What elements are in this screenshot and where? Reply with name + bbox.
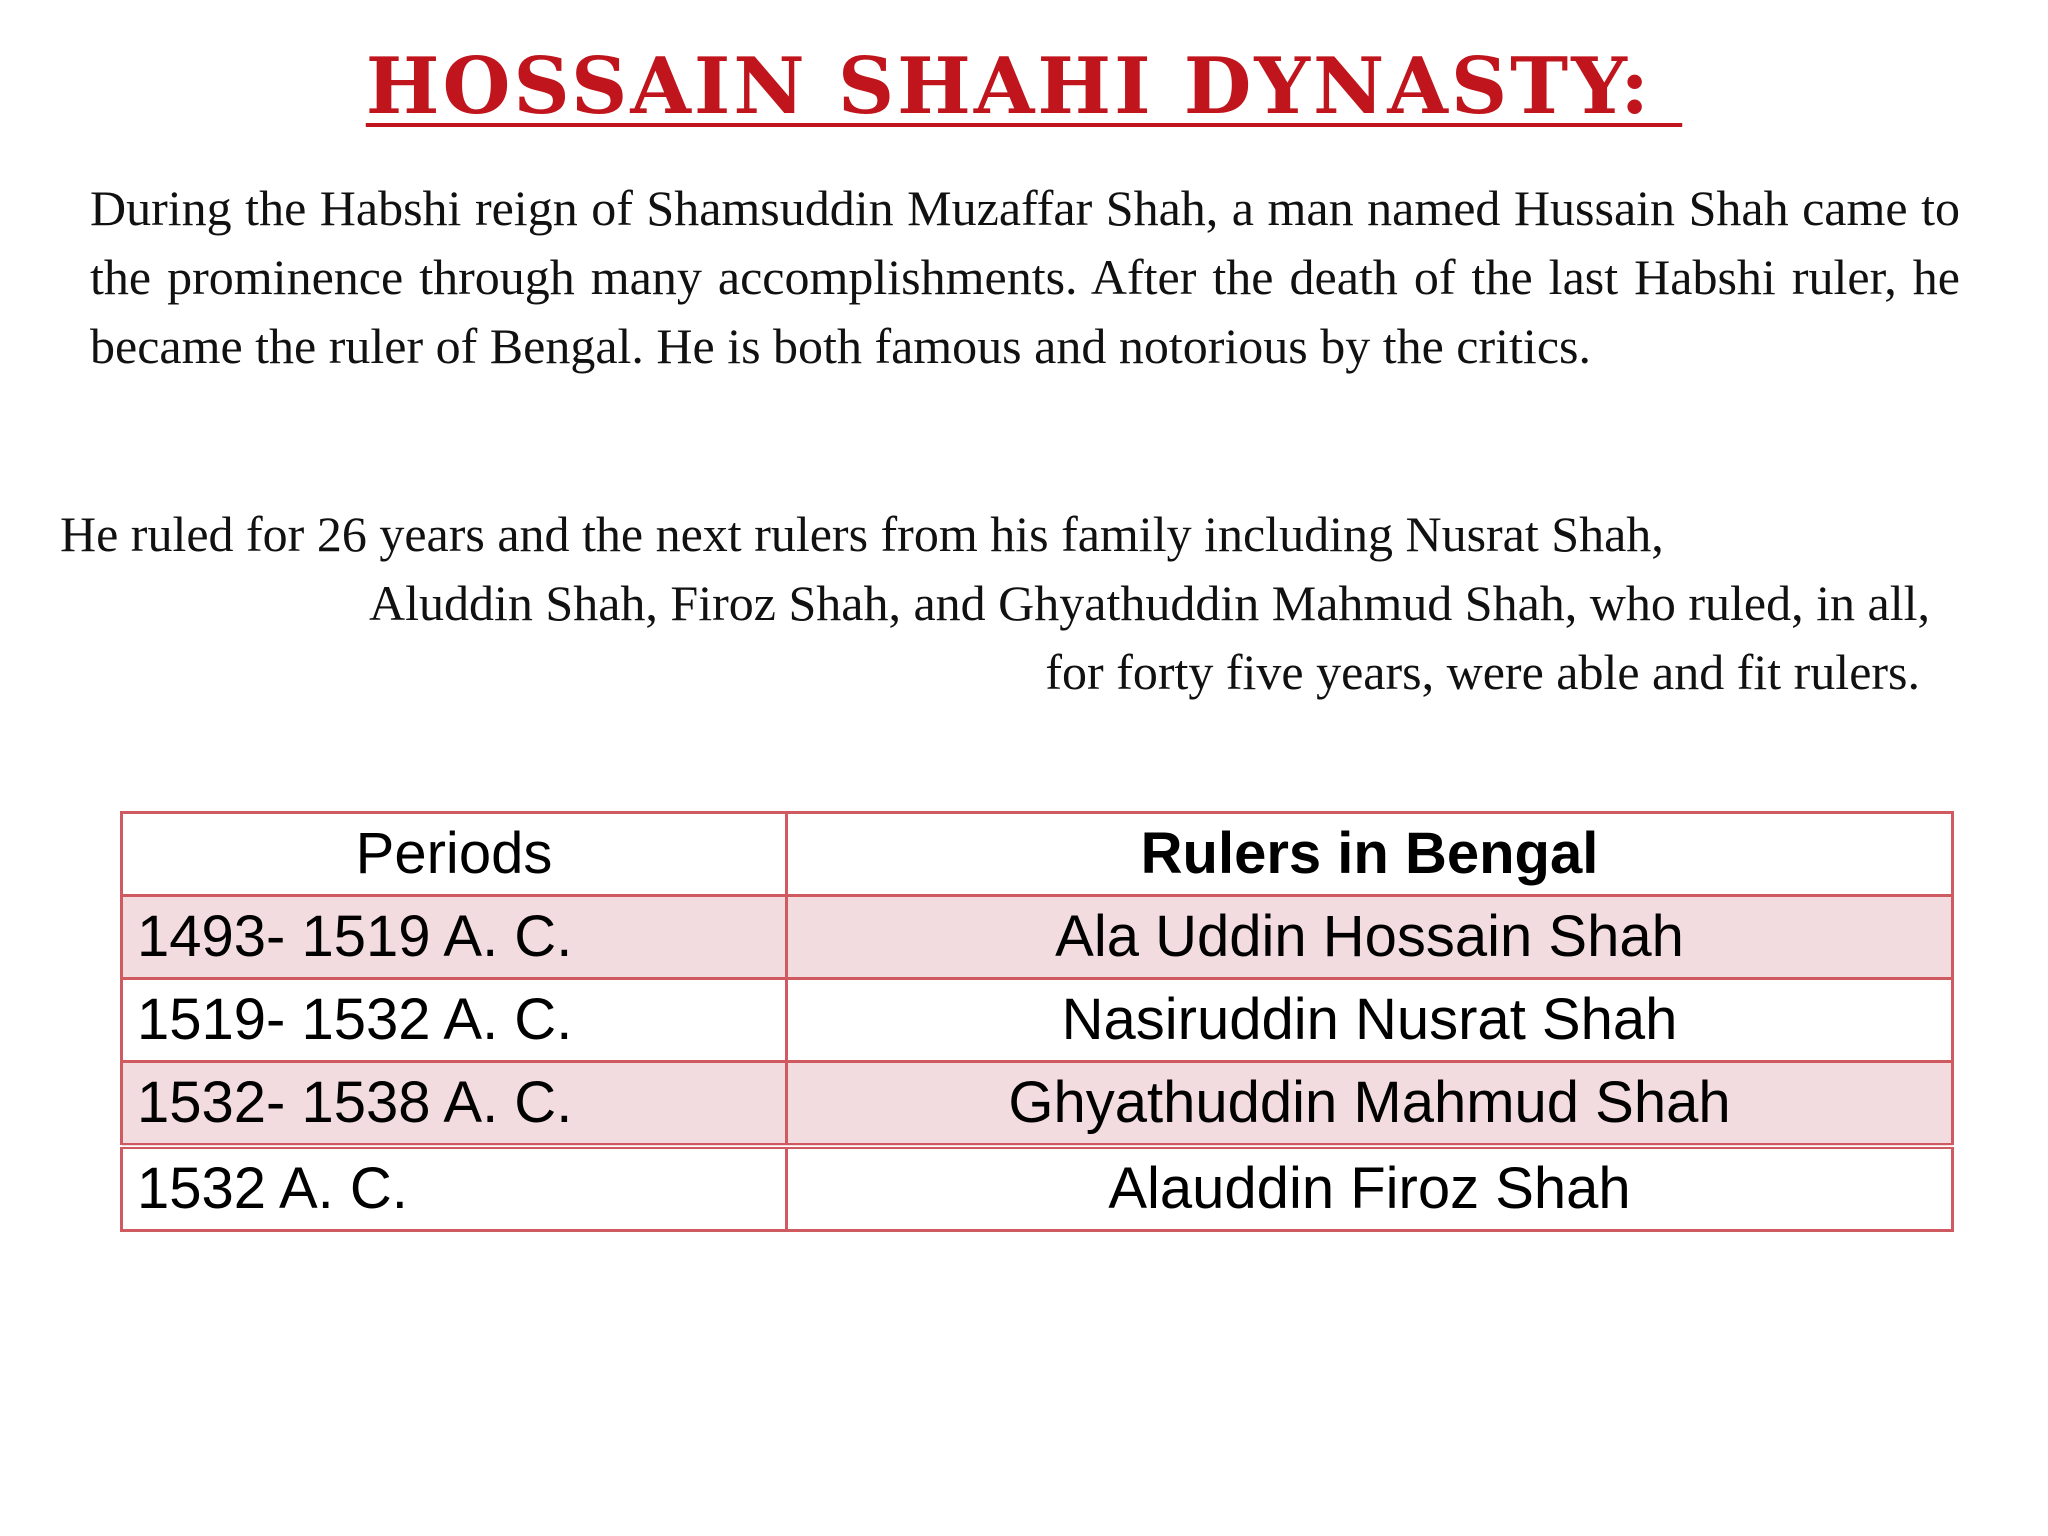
period-cell: 1532 A. C. bbox=[122, 1146, 787, 1231]
page-title bbox=[0, 40, 2048, 134]
table-header-row bbox=[122, 813, 1953, 896]
ruler-cell: Nasiruddin Nusrat Shah bbox=[787, 979, 1953, 1062]
table-row bbox=[122, 1146, 1953, 1231]
header-rulers: Rulers in Bengal bbox=[787, 813, 1953, 896]
period-cell: 1532- 1538 A. C. bbox=[122, 1062, 787, 1147]
table-row bbox=[122, 979, 1953, 1062]
intro-paragraph: During the Habshi reign of Shamsuddin Muzaffar Shah, a man named Hussain Shah came to the prominence through many accomplishments. After the death of the last Habshi ruler, he became the ruler of Bengal. He is both famous and notorious by the critics. bbox=[90, 180, 1960, 374]
title-text: HOSSAIN SHAHI DYNASTY: bbox=[365, 41, 1683, 132]
header-periods: Periods bbox=[122, 813, 787, 896]
table-row bbox=[122, 1062, 1953, 1147]
period-cell: 1493- 1519 A. C. bbox=[122, 896, 787, 979]
rulers-table bbox=[120, 811, 1954, 1232]
ruler-cell: Ghyathuddin Mahmud Shah bbox=[787, 1062, 1953, 1147]
rule-paragraph bbox=[60, 500, 1930, 707]
table-row bbox=[122, 896, 1953, 979]
rule-paragraph-line: Aluddin Shah, Firoz Shah, and Ghyathuddin Mahmud Shah, who ruled, in all, bbox=[369, 575, 1930, 631]
ruler-cell: Alauddin Firoz Shah bbox=[787, 1146, 1953, 1231]
period-cell: 1519- 1532 A. C. bbox=[122, 979, 787, 1062]
rule-paragraph-line: for forty five years, were able and fit rulers. bbox=[1045, 644, 1920, 700]
ruler-cell: Ala Uddin Hossain Shah bbox=[787, 896, 1953, 979]
rule-paragraph-line: He ruled for 26 years and the next rulers from his family including Nusrat Shah, bbox=[60, 506, 1664, 562]
